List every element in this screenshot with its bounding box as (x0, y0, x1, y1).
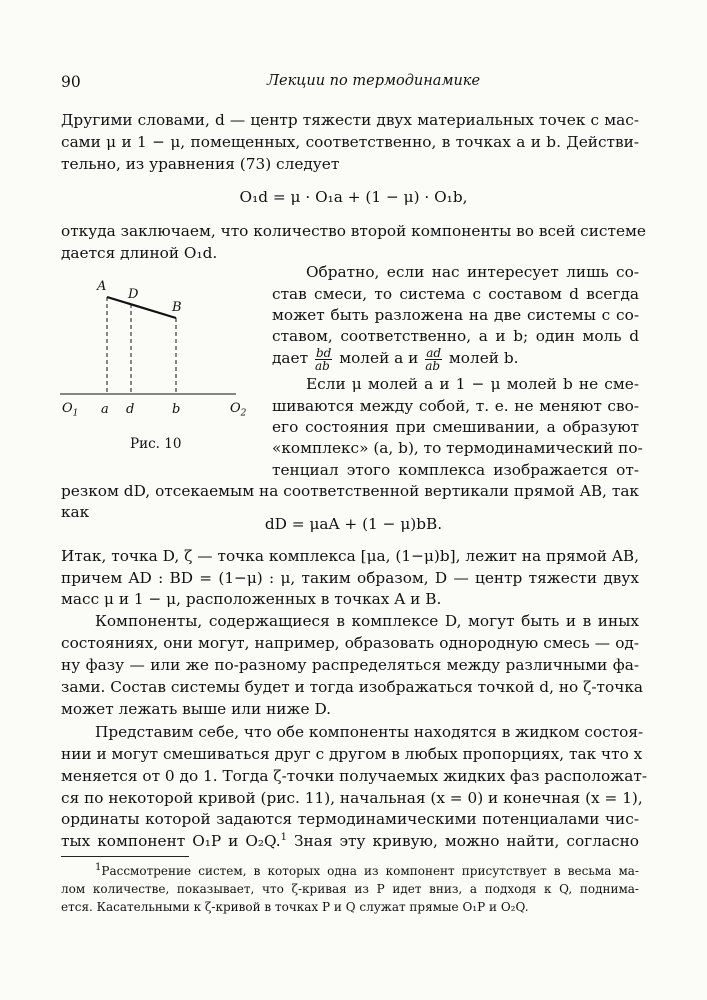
label-D: D (128, 287, 139, 302)
label-A: A (97, 279, 107, 294)
text-line: Другими словами, d — центр тяжести двух материальных точек с мас- (61, 111, 639, 129)
text-line: зами. Состав системы будет и тогда изображаться точкой d, но ζ-точка (61, 678, 644, 696)
footnote-line: ется. Касательными к ζ-кривой в точках P и Q служат прямые O₁P и O₂Q. (61, 900, 529, 914)
text-line: Итак, точка D, ζ — точка комплекса [μa, (1−μ)b], лежит на прямой AB, (61, 547, 639, 565)
footnote-rule (61, 856, 189, 857)
page-number: 90 (61, 73, 81, 91)
label-O1: $O_1$ (62, 401, 79, 419)
label-b: b (172, 402, 181, 417)
label-a: a (101, 402, 109, 417)
text-line: став смеси, то система с составом d всегда (272, 285, 639, 303)
segment-AB (107, 297, 176, 318)
text-line: Компоненты, содержащиеся в комплексе D, могут быть и в иных (95, 612, 639, 630)
text-line: Если μ молей a и 1 − μ молей b не сме- (306, 375, 639, 393)
text-line: тельно, из уравнения (73) следует (61, 155, 340, 173)
text-line: дается длиной O₁d. (61, 244, 218, 262)
text-line: может лежать выше или ниже D. (61, 700, 332, 718)
text-line: тенциал этого комплекса изображается от- (272, 461, 639, 479)
text-line: меняется от 0 до 1. Тогда ζ-точки получаемых жидких фаз расположат- (61, 767, 647, 785)
text-line: состояниях, они могут, например, образовать однородную смесь — од- (61, 634, 639, 652)
text-line: может быть разложена на две системы с со- (272, 306, 639, 324)
fraction-ad-ab: $\frac{ad}{ab}$ (425, 345, 442, 373)
footnote-line: $^1$Рассмотрение систем, в которых одна из компонент присутствует в весьма ма- (95, 862, 639, 878)
text-line: ся по некоторой кривой (рис. 11), начальная (x = 0) и конечная (x = 1), (61, 789, 643, 807)
text-line: причем AD : BD = (1−μ) : μ, таким образом, D — центр тяжести двух (61, 569, 639, 587)
equation-2: dD = μaA + (1 − μ)bB. (264, 515, 443, 533)
label-d: d (126, 402, 135, 417)
text-line: резком dD, отсекаемым на соответственной вертикали прямой AB, так (61, 482, 639, 500)
fraction-bd-ab: $\frac{bd}{ab}$ (314, 345, 332, 373)
figure-10 (60, 276, 250, 456)
text-line: ставом, соответственно, a и b; один моль d (272, 327, 639, 345)
footnote-marker: 1 (95, 862, 102, 873)
running-title: Лекции по термодинамике (266, 73, 481, 89)
text-line: масс μ и 1 − μ, расположенных в точках A и B. (61, 590, 442, 608)
footnote-line: лом количестве, показывает, что ζ-кривая из P идет вниз, а подходя к Q, поднима- (61, 882, 639, 896)
text-line: откуда заключаем, что количество второй компоненты во всей системе (61, 222, 646, 240)
text-line: ординаты которой задаются термодинамическими потенциалами чис- (61, 810, 639, 828)
equation-1: O₁d = μ · O₁a + (1 − μ) · O₁b, (239, 188, 468, 206)
text-line: нии и могут смешиваться друг с другом в любых пропорциях, так что x (61, 745, 643, 763)
text-line-fractions: дает $\frac{bd}{ab}$ молей a и $\frac{ad}{ab}$ молей b. (272, 345, 519, 373)
footnote-ref: 1 (280, 831, 288, 843)
label-O2: $O_2$ (230, 401, 247, 419)
text-line: Обратно, если нас интересует лишь со- (306, 263, 639, 281)
text-line: тых компонент O₁P и O₂Q.$^1$ Зная эту кривую, можно найти, согласно (61, 831, 640, 850)
text-line: Представим себе, что обе компоненты находятся в жидком состоя- (95, 723, 644, 741)
label-B: B (172, 300, 182, 315)
text-line: как (61, 503, 90, 521)
text-line: шиваются между собой, т. е. не меняют сво- (272, 397, 639, 415)
figure-10-drawing (60, 276, 250, 416)
text-line: «комплекс» (a, b), то термодинамический по- (272, 439, 643, 457)
text-line: его состояния при смешивании, а образуют (272, 418, 639, 436)
text-line: ну фазу — или же по-разному распределяться между различными фа- (61, 656, 639, 674)
text-line: сами μ и 1 − μ, помещенных, соответственно, в точках a и b. Действи- (61, 133, 639, 151)
figure-caption: Рис. 10 (130, 436, 182, 452)
